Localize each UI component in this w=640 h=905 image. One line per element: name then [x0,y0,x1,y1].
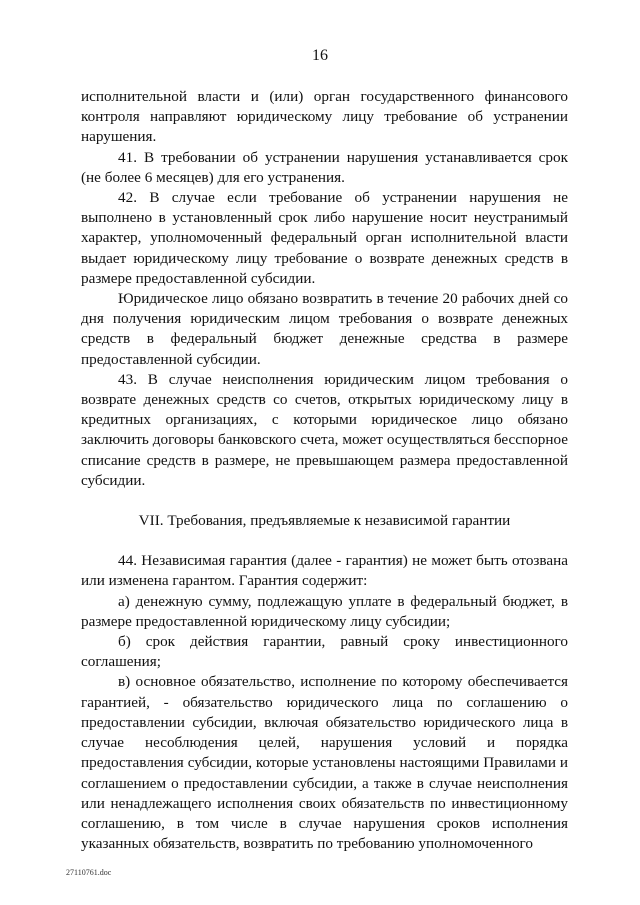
paragraph-subitem-b: б) срок действия гарантии, равный сроку инвестиционного соглашения; [81,633,568,671]
paragraph-refund-obligation: Юридическое лицо обязано возвратить в течение 20 рабочих дней со дня получения юридическим лицом требования о возврате денежных средств в федеральный бюджет денежные средства в размере предоставленной субсидии. [81,290,568,368]
paragraph-continuation: исполнительной власти и (или) орган государственного финансового контроля направляют юридическому лицу требование об устранении нарушения. [81,88,568,146]
paragraph-subitem-v: в) основное обязательство, исполнение по которому обеспечивается гарантией, - обязательство юридического лица по соглашению о предоставлении субсидии, включая обязательство юридического лица в случае несоблюдения целей, нарушения условий и порядка предоставления субсидии, которые установлены настоящими Правилами и соглашением о предоставлении субсидии, а также в случае неисполнения или ненадлежащего исполнения своих обязательств по инвестиционному соглашению, в том числе в случае нарушения сроков исполнения указанных обязательств, возвратить по требованию уполномоченного [81,673,568,853]
paragraph-item-44: 44. Независимая гарантия (далее - гарантия) не может быть отозвана или изменена гарантом. Гарантия содержит: [81,552,568,590]
section-heading: VII. Требования, предъявляемые к независимой гарантии [138,512,511,530]
document-body [81,87,568,854]
paragraph-item-42: 42. В случае если требование об устранении нарушения не выполнено в установленный срок либо нарушение носит неустранимый характер, уполномоченный федеральный орган исполнительной власти выдает юридическому лицу требование о возврате денежных средств в размере предоставленной субсидии. [81,189,568,287]
footer-filename: 27110761.doc [66,868,112,877]
paragraph-item-41: 41. В требовании об устранении нарушения устанавливается срок (не более 6 месяцев) для его устранения. [81,148,568,186]
paragraph-subitem-a: а) денежную сумму, подлежащую уплате в федеральный бюджет, в размере предоставленной юридическому лицу субсидии; [81,592,568,630]
page-number: 16 [312,47,328,64]
paragraph-item-43: 43. В случае неисполнения юридическим лицом требования о возврате денежных средств со счетов, открытых юридическому лицу в кредитных организациях, с которыми юридическое лицо обязано заключить договоры банковского счета, может осуществляться бесспорное списание средств в размере, не превышающем размера предоставленной субсидии. [81,370,568,489]
